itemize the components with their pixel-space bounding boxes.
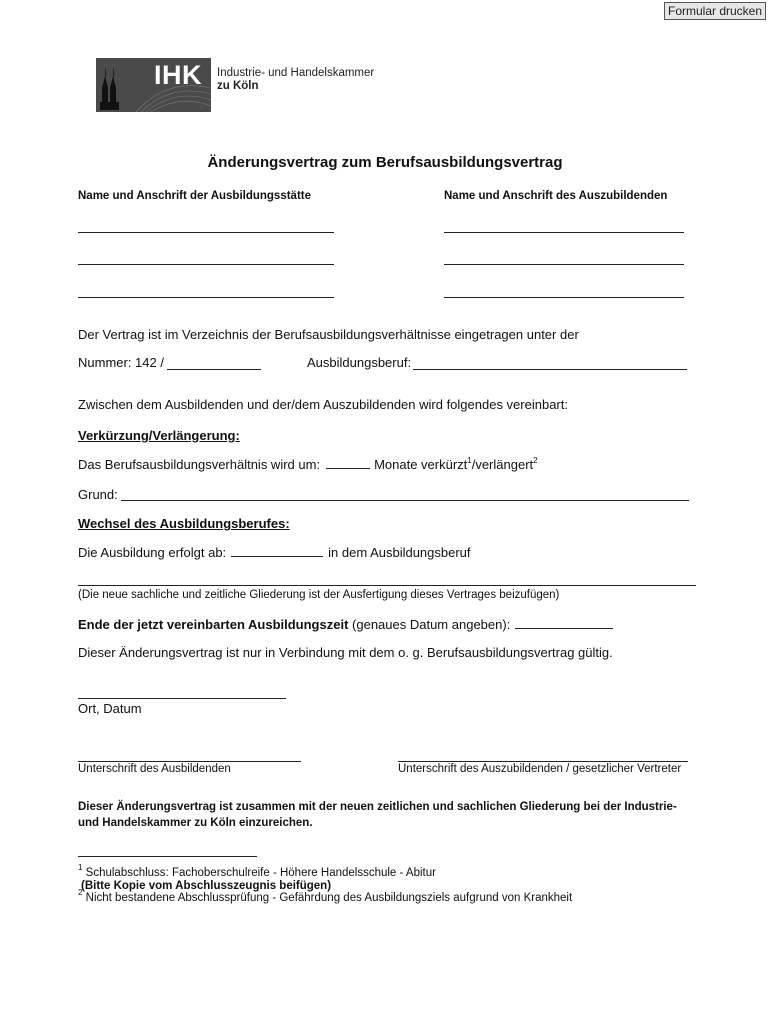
change-text-a: Das Berufsausbildungsverhältnis wird um: [78,457,321,472]
sig-left-line[interactable] [78,761,301,762]
training-text-b: in dem Ausbildungsberuf [328,545,471,560]
training-text [78,545,471,560]
change-text-c: /verlängert [471,457,534,472]
end-date-field[interactable] [515,628,613,629]
profession-label: Ausbildungsberuf: [307,355,412,370]
sig-right-label: Unterschrift des Auszubildenden / gesetzlicher Vertreter [398,763,682,775]
footnote-2 [78,888,573,904]
number-label: Nummer: 142 / [78,355,164,370]
end-date-text [78,617,613,632]
training-start-field[interactable] [231,556,323,557]
footnote-ref-2: 2 [533,456,538,465]
number-field[interactable] [167,369,261,370]
end-label-bold: Ende der jetzt vereinbarten Ausbildungszeit [78,617,349,632]
company-address-line-1[interactable] [78,232,334,233]
page-title: Änderungsvertrag zum Berufsausbildungsvertrag [207,154,563,171]
change-text [78,457,538,472]
sig-right-line[interactable] [398,761,688,762]
logo-emblem [96,58,211,112]
footnote-1-text: Schulabschluss: Fachoberschulreife - Höhere Handelsschule - Abitur [85,867,436,879]
training-text-a: Die Ausbildung erfolgt ab: [78,545,227,560]
end-label-rest: (genaues Datum angeben): [352,617,511,632]
footnote-2-text: Nicht bestandene Abschlussprüfung - Gefährdung des Ausbildungsziels aufgrund von Krankheit [85,892,573,904]
structure-note: (Die neue sachliche und zeitliche Gliederung ist der Ausfertigung dieses Vertrages beizufügen) [78,589,560,601]
footnote-2-marker: 2 [78,888,83,897]
agreement-text: Zwischen dem Ausbildenden und der/dem Auszubildenden wird folgendes vereinbart: [78,397,568,412]
profession-field[interactable] [413,369,687,370]
logo-line1: Industrie- und Handelskammer [217,67,375,79]
submit-note-line1: Dieser Änderungsvertrag ist zusammen mit der neuen zeitlichen und sachlichen Gliederung bei der Industrie- [78,801,677,813]
footnote-ref-1: 1 [467,456,472,465]
footnote-separator [78,856,257,857]
shortening-extension-heading: Verkürzung/Verlängerung: [78,428,240,443]
registry-text: Der Vertrag ist im Verzeichnis der Berufsausbildungsverhältnisse eingetragen unter der [78,327,579,342]
profession-change-heading: Wechsel des Ausbildungsberufes: [78,516,290,531]
sig-left-label: Unterschrift des Ausbildenden [78,763,231,775]
trainee-address-line-1[interactable] [444,232,684,233]
trainee-header: Name und Anschrift des Auszubildenden [444,190,668,202]
company-address-line-3[interactable] [78,297,334,298]
footnote-1 [78,863,436,879]
logo-abbr: IHK [154,60,202,90]
trainee-address-line-2[interactable] [444,264,684,265]
footnote-1-marker: 1 [78,863,83,872]
place-date-label: Ort, Datum [78,701,142,716]
validity-text: Dieser Änderungsvertrag ist nur in Verbindung mit dem o. g. Berufsausbildungsvertrag gültig. [78,645,613,660]
company-address-line-2[interactable] [78,264,334,265]
footnote-1-note: (Bitte Kopie vom Abschlusszeugnis beifügen) [81,880,332,892]
print-form-button[interactable]: Formular drucken [664,2,766,20]
trainee-address-line-3[interactable] [444,297,684,298]
new-profession-field[interactable] [78,585,696,586]
change-text-b: Monate verkürzt [374,457,468,472]
reason-field[interactable] [121,500,689,501]
reason-label: Grund: [78,487,118,502]
logo-line2: zu Köln [217,80,259,92]
ihk-logo [96,58,375,114]
training-company-header: Name und Anschrift der Ausbildungsstätte [78,190,312,202]
submit-note-line2: und Handelskammer zu Köln einzureichen. [78,817,313,829]
place-date-field[interactable] [78,698,286,699]
months-field[interactable] [326,468,370,469]
